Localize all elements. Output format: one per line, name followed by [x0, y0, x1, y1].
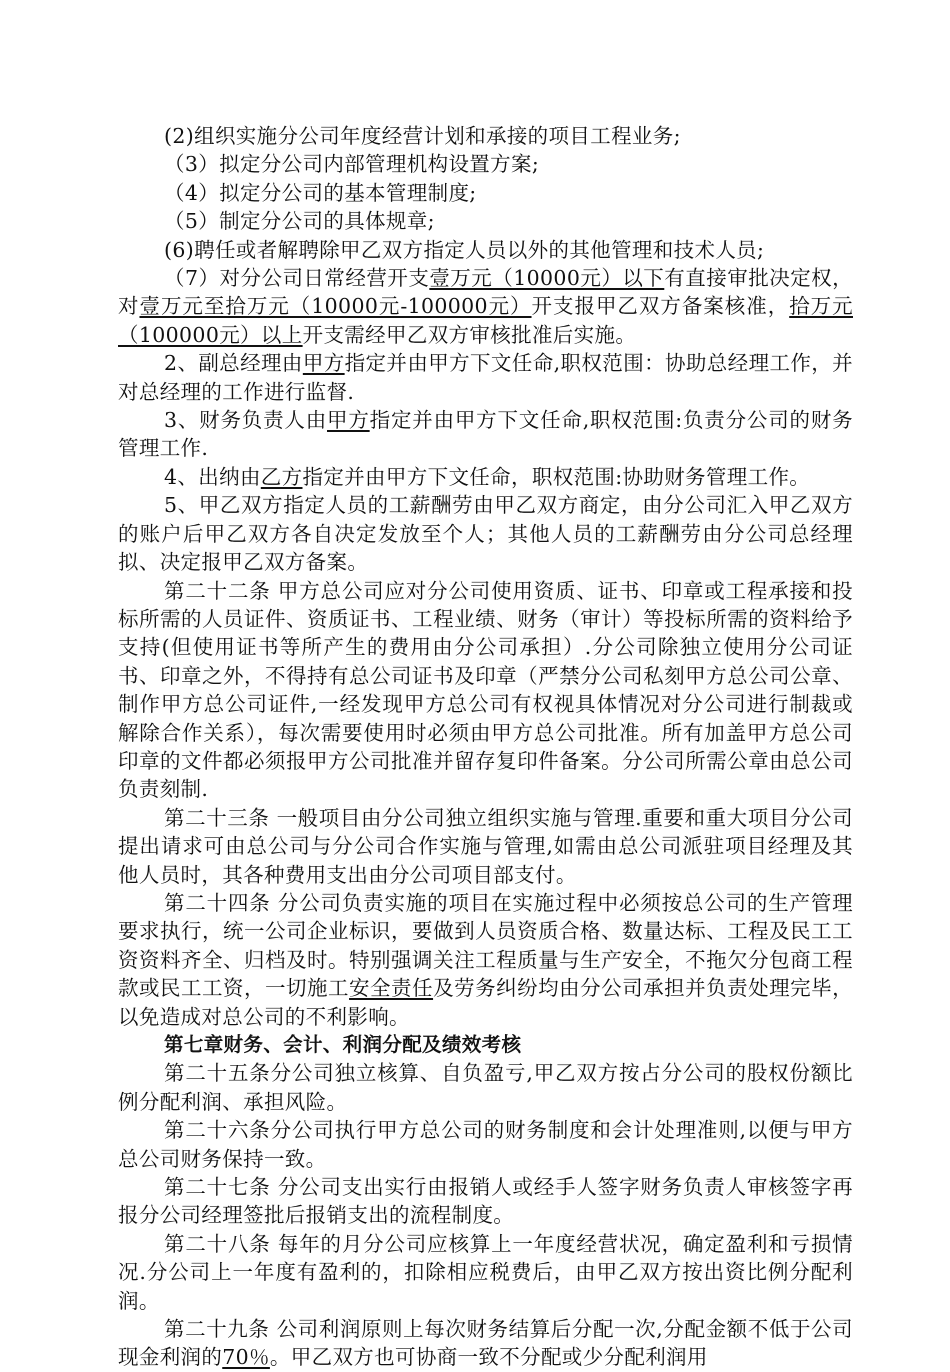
text-run: 。甲乙双方也可协商一致不分配或少分配利润用 [269, 1345, 708, 1370]
text-run: （4）拟定分公司的基本管理制度; [164, 180, 477, 205]
paragraph [118, 179, 853, 207]
text-run: 第七章财务、会计、利润分配及绩效考核 [164, 1033, 522, 1056]
text-run: 3、财务负责人由 [164, 408, 328, 433]
underlined-text: 安全责任 [349, 976, 434, 1001]
chapter-heading [118, 1031, 853, 1059]
paragraph [118, 889, 853, 1031]
text-run: 第二十五条分公司独立核算、自负盈亏,甲乙双方按占分公司的股权份额比例分配利润、承担风险。 [118, 1061, 853, 1114]
underlined-text: 乙方 [260, 464, 303, 489]
paragraph [118, 207, 853, 235]
underlined-text: 壹万元至拾万元（10000元-100000元） [139, 294, 532, 319]
paragraph [118, 1315, 853, 1372]
paragraph [118, 1059, 853, 1116]
text-run: （3）拟定分公司内部管理机构设置方案; [164, 152, 540, 177]
text-run: 有直接审批决定权，对 [118, 266, 854, 319]
text-run: (2)组织实施分公司年度经营计划和承接的项目工程业务; [164, 124, 681, 148]
text-run: （7）对分公司日常经营开支 [164, 266, 430, 291]
paragraph [118, 122, 853, 150]
document-body [118, 122, 853, 1372]
paragraph [118, 150, 853, 178]
underlined-text: 甲方 [302, 351, 345, 376]
text-run: 第二十六条分公司执行甲方总公司的财务制度和会计处理准则,以便与甲方总公司财务保持一致。 [118, 1118, 853, 1171]
text-run: 开支需经甲乙双方审核批准后实施。 [302, 322, 637, 347]
paragraph [118, 1116, 853, 1173]
paragraph [118, 349, 853, 406]
paragraph [118, 463, 853, 491]
text-run: 第二十九条 公司利润原则上每次财务结算后分配一次,分配金额不低于公司现金利润的 [118, 1317, 853, 1370]
text-run: 第二十四条 分公司负责实施的项目在实施过程中必须按总公司的生产管理要求执行，统一公司企业标识，要做到人员资质合格、数量达标、工程及民工工资资料齐全、归档及时。特别强调关注工程质量与生产安全，不拖欠分包商工程款或民工工资，一切施工 [118, 890, 853, 1001]
text-run: 开支报甲乙双方备案核准， [531, 294, 790, 319]
paragraph [118, 236, 853, 264]
text-run: 指定并由甲方下文任命，职权范围:协助财务管理工作。 [302, 464, 811, 489]
text-run: 2、副总经理由 [164, 351, 303, 376]
text-run: （5）制定分公司的具体规章; [164, 209, 435, 234]
underlined-text: 拾万元（100000元）以上 [118, 294, 853, 347]
paragraph [118, 406, 853, 463]
paragraph [118, 1230, 853, 1315]
text-run: (6)聘任或者解聘除甲乙双方指定人员以外的其他管理和技术人员; [164, 237, 765, 262]
underlined-text: 甲方 [327, 408, 370, 433]
paragraph [118, 491, 853, 576]
paragraph [118, 577, 853, 804]
underlined-text: 70％ [222, 1345, 270, 1370]
paragraph [118, 804, 853, 889]
paragraph [118, 264, 853, 349]
text-run: 4、出纳由 [164, 464, 261, 489]
text-run: 第二十七条 分公司支出实行由报销人或经手人签字财务负责人审核签字再报分公司经理签批后报销支出的流程制度。 [118, 1175, 853, 1228]
text-run: 指定并由甲方下文任命,职权范围：协助总经理工作，并对总经理的工作进行监督. [118, 351, 854, 404]
text-run: 及劳务纠纷均由分公司承担并负责处理完毕，以免造成对总公司的不利影响。 [118, 976, 853, 1029]
text-run: 指定并由甲方下文任命,职权范围:负责分公司的财务管理工作. [118, 408, 854, 461]
text-run: 第二十八条 每年的月分公司应核算上一年度经营状况，确定盈利和亏损情况.分公司上一年度有盈利的，扣除相应税费后，由甲乙双方按出资比例分配利润。 [118, 1231, 853, 1313]
underlined-text: 壹万元（10000元）以下 [429, 266, 665, 291]
text-run: 第二十二条 甲方总公司应对分公司使用资质、证书、印章或工程承接和投标所需的人员证件、资质证书、工程业绩、财务（审计）等投标所需的资料给予支持(但使用证书等所产生的费用由分公司承担）.分公司除独立使用分公司证书、印章之外，不得持有总公司证书及印章（严禁分公司私刻甲方总公司公章、制作甲方总公司证件,一经发现甲方总公司有权视具体情况对分公司进行制裁或解除合作关系），每次需要使用时必须由甲方总公司批准。所有加盖甲方总公司印章的文件都必须报甲方公司批准并留存复印件备案。分公司所需公章由总公司负责刻制. [118, 578, 853, 802]
paragraph [118, 1173, 853, 1230]
text-run: 5、甲乙双方指定人员的工薪酬劳由甲乙双方商定，由分公司汇入甲乙双方的账户后甲乙双方各自决定发放至个人；其他人员的工薪酬劳由分公司总经理拟、决定报甲乙双方备案。 [118, 493, 853, 575]
text-run: 第二十三条 一般项目由分公司独立组织实施与管理.重要和重大项目分公司提出请求可由总公司与分公司合作实施与管理,如需由总公司派驻项目经理及其他人员时，其各种费用支出由分公司项目部支付。 [118, 805, 853, 887]
